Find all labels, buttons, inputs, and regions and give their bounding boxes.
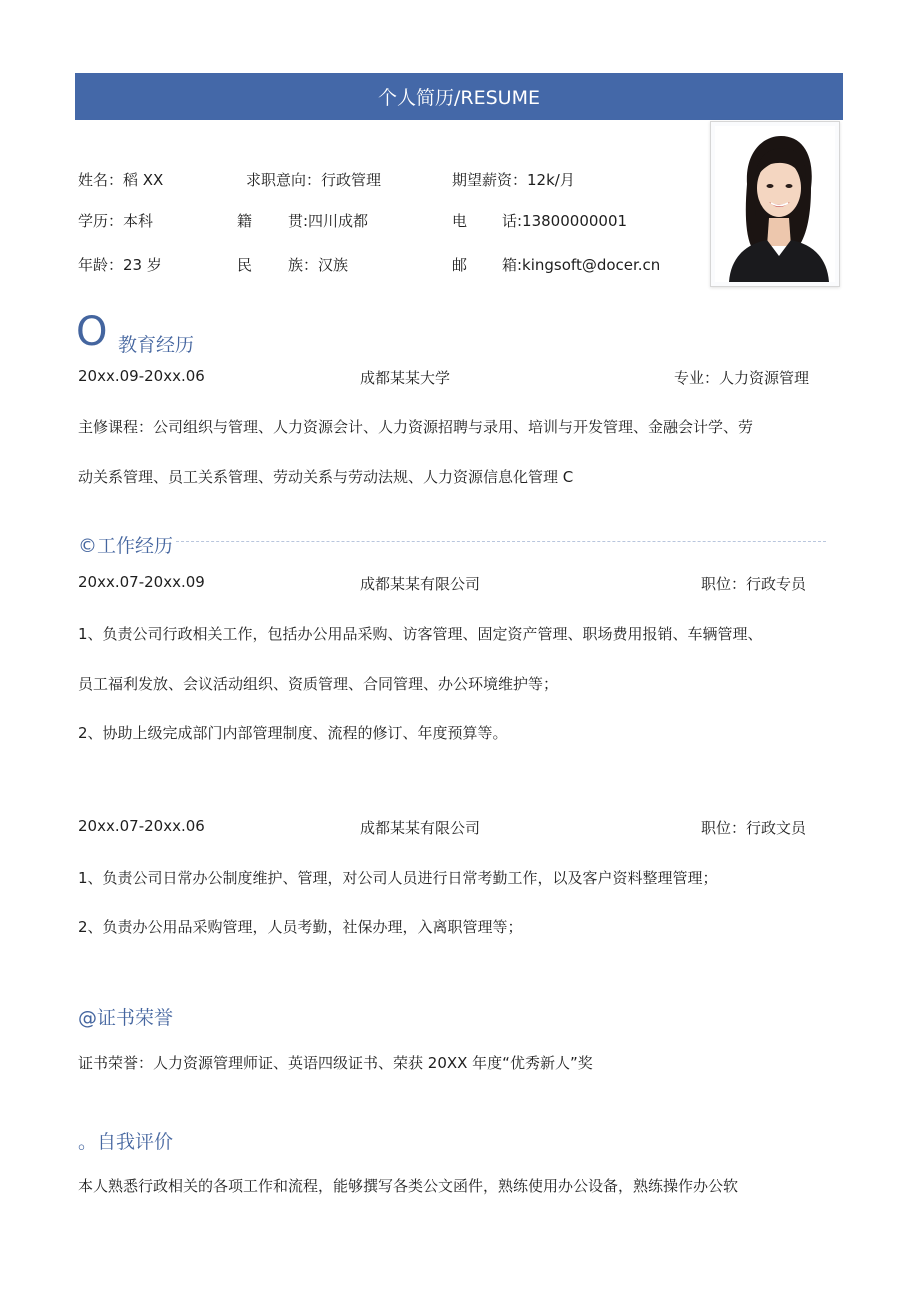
info-email-value: 箱:kingsoft@docer.cn — [502, 256, 661, 274]
job-period: 20xx.07-20xx.06 — [78, 817, 205, 835]
info-salary: 期望薪资：12k/月 — [452, 171, 575, 189]
job-position: 职位：行政文员 — [701, 819, 807, 837]
info-phone-value: 话:13800000001 — [502, 212, 628, 230]
resume-title-bar — [75, 73, 843, 120]
resume-title: 个人简历/RESUME — [378, 87, 540, 109]
job-company: 成都某某有限公司 — [360, 575, 481, 593]
info-email-label: 邮 — [452, 256, 468, 274]
self-evaluation-section-title: 。自我评价 — [78, 1131, 174, 1153]
job-duty-line: 员工福利发放、会议活动组织、资质管理、合同管理、办公环境维护等； — [78, 675, 559, 693]
education-school: 成都某某大学 — [360, 369, 451, 387]
job-duty-line: 1、负责公司日常办公制度维护、管理，对公司人员进行日常考勤工作，以及客户资料整理管理； — [78, 869, 718, 887]
work-section-title: ©工作经历 — [78, 535, 174, 557]
info-ethnic-label: 民 — [237, 256, 253, 274]
education-major: 专业：人力资源管理 — [674, 369, 810, 387]
info-ethnic-value: 族：汉族 — [288, 256, 349, 274]
info-phone-label: 电 — [452, 212, 468, 230]
info-age: 年龄：23 岁 — [78, 256, 162, 274]
certificates-section-title: @证书荣誉 — [78, 1007, 174, 1029]
work-section-divider — [176, 541, 826, 542]
education-section-title: 教育经历 — [118, 334, 195, 356]
job-period: 20xx.07-20xx.09 — [78, 573, 205, 591]
info-native-label: 籍 — [237, 212, 253, 230]
portrait-image — [711, 122, 839, 286]
info-name: 姓名：稻 XX — [78, 171, 164, 189]
education-section-icon: O — [76, 309, 108, 355]
education-period: 20xx.09-20xx.06 — [78, 367, 205, 385]
education-courses-line: 动关系管理、员工关系管理、劳动关系与劳动法规、人力资源信息化管理 C — [78, 468, 574, 486]
info-native-value: 贯:四川成都 — [288, 212, 369, 230]
job-duty-line: 2、负责办公用品采购管理，人员考勤，社保办理，入离职管理等； — [78, 918, 523, 936]
certificates-text: 证书荣誉：人力资源管理师证、英语四级证书、荣获 20XX 年度“优秀新人”奖 — [78, 1054, 593, 1072]
job-position: 职位：行政专员 — [701, 575, 807, 593]
job-company: 成都某某有限公司 — [360, 819, 481, 837]
job-duty-line: 1、负责公司行政相关工作，包括办公用品采购、访客管理、固定资产管理、职场费用报销、车辆管理、 — [78, 625, 763, 643]
education-courses-line: 主修课程：公司组织与管理、人力资源会计、人力资源招聘与录用、培训与开发管理、金融会计学、劳 — [78, 418, 754, 436]
info-education: 学历：本科 — [78, 212, 154, 230]
profile-photo — [710, 121, 840, 287]
job-duty-line: 2、协助上级完成部门内部管理制度、流程的修订、年度预算等。 — [78, 724, 508, 742]
self-evaluation-text: 本人熟悉行政相关的各项工作和流程，能够撰写各类公文函件，熟练使用办公设备，熟练操作办公软 — [78, 1177, 739, 1195]
info-objective: 求职意向：行政管理 — [246, 171, 382, 189]
